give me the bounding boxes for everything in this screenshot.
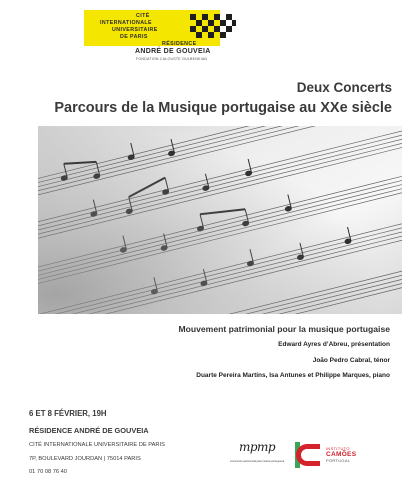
- sheet-music-photo: [38, 126, 402, 314]
- event-dates: 6 ET 8 FÉVRIER, 19H: [29, 409, 107, 418]
- performer-presenter: Edward Ayres d’Abreu, présentation: [278, 341, 390, 348]
- event-phone: 01 70 08 76 40: [29, 469, 67, 475]
- concert-title: Deux Concerts: [296, 80, 392, 95]
- logo-line-residence: RÉSIDENCE: [162, 41, 197, 47]
- logo-foundation: FONDATION CALOUSTE GULBENKIAN: [136, 57, 208, 61]
- camoes-mark-icon: [293, 440, 323, 470]
- performer-pianists: Duarte Pereira Martins, Isa Antunes et Philippe Marques, piano: [196, 372, 390, 379]
- performers-heading: Mouvement patrimonial pour la musique portugaise: [178, 324, 390, 334]
- mpmp-logo-text: mpmp: [238, 440, 276, 454]
- logo-line-de-paris: DE PARIS: [120, 34, 148, 40]
- performer-tenor: João Pedro Cabral, ténor: [312, 357, 390, 364]
- camoes-line1: INSTITUTO: [326, 446, 350, 451]
- event-address-line1: CITÉ INTERNATIONALE UNIVERSITAIRE DE PARIS: [29, 442, 165, 448]
- logo-name: ANDRÉ DE GOUVEIA: [135, 48, 211, 55]
- mpmp-caption: movimento patrimonial pela música portuguesa: [229, 460, 285, 463]
- camoes-line2: CAMÕES: [326, 451, 357, 458]
- camoes-line3: PORTUGAL: [326, 458, 351, 463]
- event-venue: RÉSIDENCE ANDRÉ DE GOUVEIA: [29, 426, 149, 435]
- logo-line-cite: CITÉ: [136, 13, 150, 19]
- camoes-wordmark: [326, 446, 356, 463]
- logo-line-internationale: INTERNATIONALE: [100, 20, 152, 26]
- mosaic-logo-icon: [188, 12, 238, 42]
- concert-subtitle: Parcours de la Musique portugaise au XXe siècle: [54, 100, 392, 116]
- mpmp-logo: [227, 440, 287, 472]
- event-address-line2: 7P, BOULEVARD JOURDAN | 75014 PARIS: [29, 456, 141, 462]
- logo-line-universitaire: UNIVERSITAIRE: [112, 27, 158, 33]
